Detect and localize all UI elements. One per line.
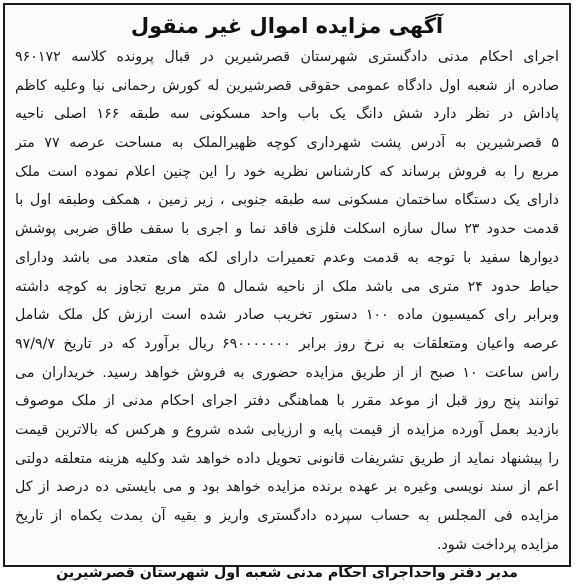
notice-line: دارای یک دستگاه ساختمان مسکونی سه طبقه جنوبی ، زیر زمین ، همکف وطبقه اول با xyxy=(15,192,559,209)
notice-line: مزایده فی المجلس به حساب سپرده دادگستری واریز و بقیه آن بمدت یکماه از تاریخ xyxy=(15,508,559,524)
notice-line: قدمت حدود ۲۳ سال سازه اسکلت فلزی فاقد نما و اجری با سقف طاق ضربی پوشش xyxy=(15,221,559,238)
notice-line: دیوارها سفید با توجه به قدمت وعدم تعمیرات دارای لکه های متعدد می باشد ودارای xyxy=(15,249,559,266)
notice-title: آگهی مزایده اموال غیر منقول xyxy=(130,14,444,38)
notice-line: توانند پنج روز قبل از موعد مقرر با هماهنگی دفتر اجرای احکام مدنی از ملک موصوف xyxy=(15,393,559,410)
notice-line: اجرای احکام مدنی دادگستری شهرستان قصرشیرین در قبال پرونده کلاسه ۹۶۰۱۷۲ xyxy=(15,49,559,65)
notice-line: صادره از شعبه اول دادگاه عمومی حقوقی قصرشیرین له کورش رحمانی نیا وعلیه کاظم xyxy=(15,77,559,94)
notice-line: وبرابر رای کمیسیون ماده ۱۰۰ دستور تخریب صادر شده است ارزش کل ملک شامل xyxy=(15,307,559,324)
notice-line: را پیشنهاد نماید از طریق تشریفات قانونی تحویل داده خواهد شد وکلیه هزینه متعلقه دولتی xyxy=(15,450,559,467)
notice-line: مربع را به فروش برساند که کارشناس نظریه خود را این چنین اعلام نموده است ملک xyxy=(15,163,559,180)
notice-line: اعم از سند نویسی وغیره بر عهده برنده مزایده خواهد بود و می بایستی ده درصد از کل xyxy=(15,479,559,496)
notice-line: پاداش در نظر دارد شش دانگ یک باب واحد مسکونی سه طبقه ۱۶۶ اصلی ناحیه xyxy=(15,106,559,123)
notice-line: ۵ قصرشیرین به آدرس پشت شهرداری کوچه ظهیرالملک به مساحت عرصه ۷۷ متر xyxy=(15,135,559,152)
notice-line: عرصه واعیان ومتعلقات به نرخ روز برابر ۶۹۰۰۰۰۰۰۰ ریال برآورد که در تاریخ ۹۷/۹/۷ xyxy=(15,335,559,352)
notice-signature: مدیر دفتر واحداجرای احکام مدنی شعبه اول شهرستان قصرشیرین xyxy=(56,565,518,582)
notice-line: حیاط حدود ۲۴ متری می باشد ملک از ناحیه شمال ۵ متر مربع تجاوز به کوچه داشته xyxy=(15,278,559,295)
auction-notice xyxy=(3,3,571,582)
notice-line: راس ساعت ۱۰ صبح از از طریق مزایده حضوری به فروش خواهد رسید. خریداران می xyxy=(15,364,559,381)
notice-line: بازدید بعمل آورده مزایده از قیمت پایه و ارزیابی شده شروع و هرکس که بالاترین قیمت xyxy=(15,421,559,438)
notice-line: مزایده پرداخت شود. xyxy=(436,536,559,553)
